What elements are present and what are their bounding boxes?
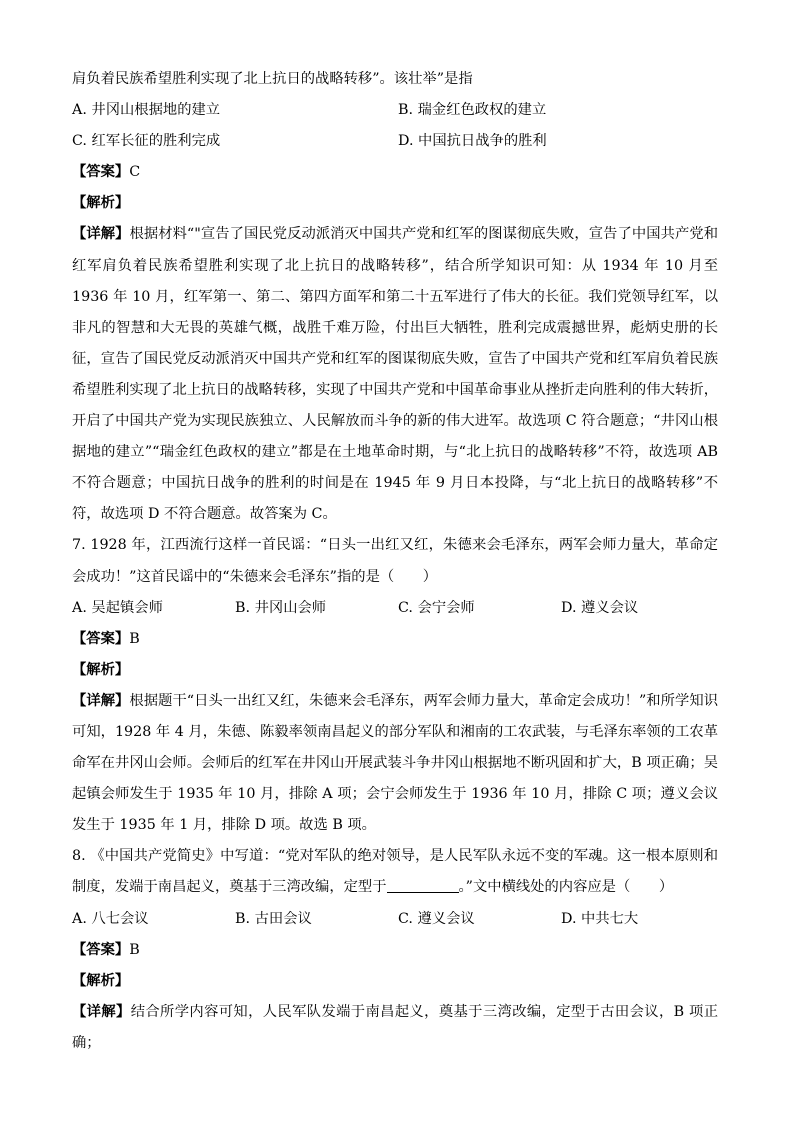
q7-option-a[interactable]: A. 吴起镇会师	[72, 599, 163, 616]
q6-option-d[interactable]: D. 中国抗日战争的胜利	[398, 133, 547, 150]
detail-label: 【详解】	[72, 692, 130, 709]
q7-stem: 7. 1928 年，江西流行这样一首民谣：“日头一出红又红，朱德来会毛泽东，两军会师力量大，革命定会成功！”这首民谣中的“朱德来会毛泽东”指的是（ ）	[72, 537, 718, 585]
q8-option-d[interactable]: D. 中共七大	[561, 910, 639, 927]
answer-label: 【答案】	[72, 630, 130, 647]
answer-label: 【答案】	[72, 164, 130, 181]
q7-option-d[interactable]: D. 遵义会议	[561, 599, 639, 616]
analysis-label: 【解析】	[72, 195, 130, 212]
answer-value: B	[129, 630, 140, 647]
q6-detail	[72, 219, 718, 530]
q8-stem	[72, 841, 718, 903]
q6-options-row-1	[72, 95, 724, 126]
answer-label: 【答案】	[72, 941, 130, 958]
answer-value: C	[129, 164, 141, 181]
fill-blank	[387, 878, 459, 893]
q6-option-b[interactable]: B. 瑞金红色政权的建立	[398, 102, 547, 119]
q7-options-row	[72, 593, 724, 624]
q7-detail	[72, 686, 718, 841]
q8-answer	[72, 935, 724, 966]
q8-detail	[72, 997, 718, 1059]
q6-answer	[72, 157, 724, 188]
q6-stem-tail: 肩负着民族希望胜利实现了北上抗日的战略转移”。该壮举”是指	[72, 71, 473, 87]
q8-option-c[interactable]: C. 遵义会议	[398, 910, 475, 927]
detail-label: 【详解】	[72, 1003, 131, 1020]
analysis-label: 【解析】	[72, 661, 130, 678]
detail-label: 【详解】	[72, 226, 130, 243]
document-page	[72, 64, 724, 1059]
q8-stem-after: 。”文中横线处的内容应是（ ）	[458, 879, 674, 896]
q7-option-c[interactable]: C. 会宁会师	[398, 599, 475, 616]
answer-value: B	[129, 941, 140, 958]
q8-option-b[interactable]: B. 古田会议	[235, 910, 312, 927]
detail-text: 根据材料“"宣告了国民党反动派消灭中国共产党和红军的图谋彻底失败，宣告了中国共产党和红军肩负着民族希望胜利实现了北上抗日的战略转移”，结合所学知识可知：从 1934 年 10 月至 1936 年 10 月，红军第一、第二、第四方面军和第二十五军进行了伟大的长征。我们党领导红军，以非凡的智慧和大无畏的英雄气概，战胜千难万险，付出巨大牺牲，胜利完成震撼世界，彪炳史册的长征，宣告了国民党反动派消灭中国共产党和红军的图谋彻底失败，宣告了中国共产党和红军肩负着民族希望胜利实现了北上抗日的战略转移，实现了中国共产党和中国革命事业从挫折走向胜利的伟大转折，开启了中国共产党为实现民族独立、人民解放而斗争的新的伟大进军。故选项 C 符合题意；“井冈山根据地的建立”“瑞金红色政权的建立”都是在土地革命时期，与“北上抗日的战略转移”不符，故选项 AB 不符合题意；中国抗日战争的胜利的时间是在 1945 年 9 月日本投降，与“北上抗日的战略转移”不符，故选项 D 不符合题意。故答案为 C。	[72, 226, 718, 523]
q6-options-row-2	[72, 126, 724, 157]
q6-option-c[interactable]: C. 红军长征的胜利完成	[72, 133, 221, 150]
q8-stem-before: 8. 《中国共产党简史》中写道：“党对军队的绝对领导，是人民军队永远不变的军魂。这一根本原则和制度，发端于南昌起义，奠基于三湾改编，定型于	[72, 848, 718, 896]
q8-analysis-label	[72, 966, 724, 997]
q6-analysis-label	[72, 188, 724, 219]
q8-options-row	[72, 904, 724, 935]
detail-text: 结合所学内容可知，人民军队发端于南昌起义，奠基于三湾改编，定型于古田会议，B 项正确；	[72, 1003, 719, 1051]
q7-option-b[interactable]: B. 井冈山会师	[235, 599, 327, 616]
q7-answer	[72, 624, 724, 655]
analysis-label: 【解析】	[72, 972, 130, 989]
q8-option-a[interactable]: A. 八七会议	[72, 910, 149, 927]
q6-option-a[interactable]: A. 井冈山根据地的建立	[72, 102, 221, 119]
detail-text: 根据题干“日头一出红又红，朱德来会毛泽东，两军会师力量大，革命定会成功！”和所学知识可知，1928 年 4 月，朱德、陈毅率领南昌起义的部分军队和湘南的工农武装，与毛泽东率领的工农革命军在井冈山会师。会师后的红军在井冈山开展武装斗争井冈山根据地不断巩固和扩大，B 项正确；吴起镇会师发生于 1935 年 10 月，排除 A 项；会宁会师发生于 1936 年 10 月，排除 C 项；遵义会议发生于 1935 年 1 月，排除 D 项。故选 B 项。	[72, 692, 719, 834]
q7-analysis-label	[72, 655, 724, 686]
